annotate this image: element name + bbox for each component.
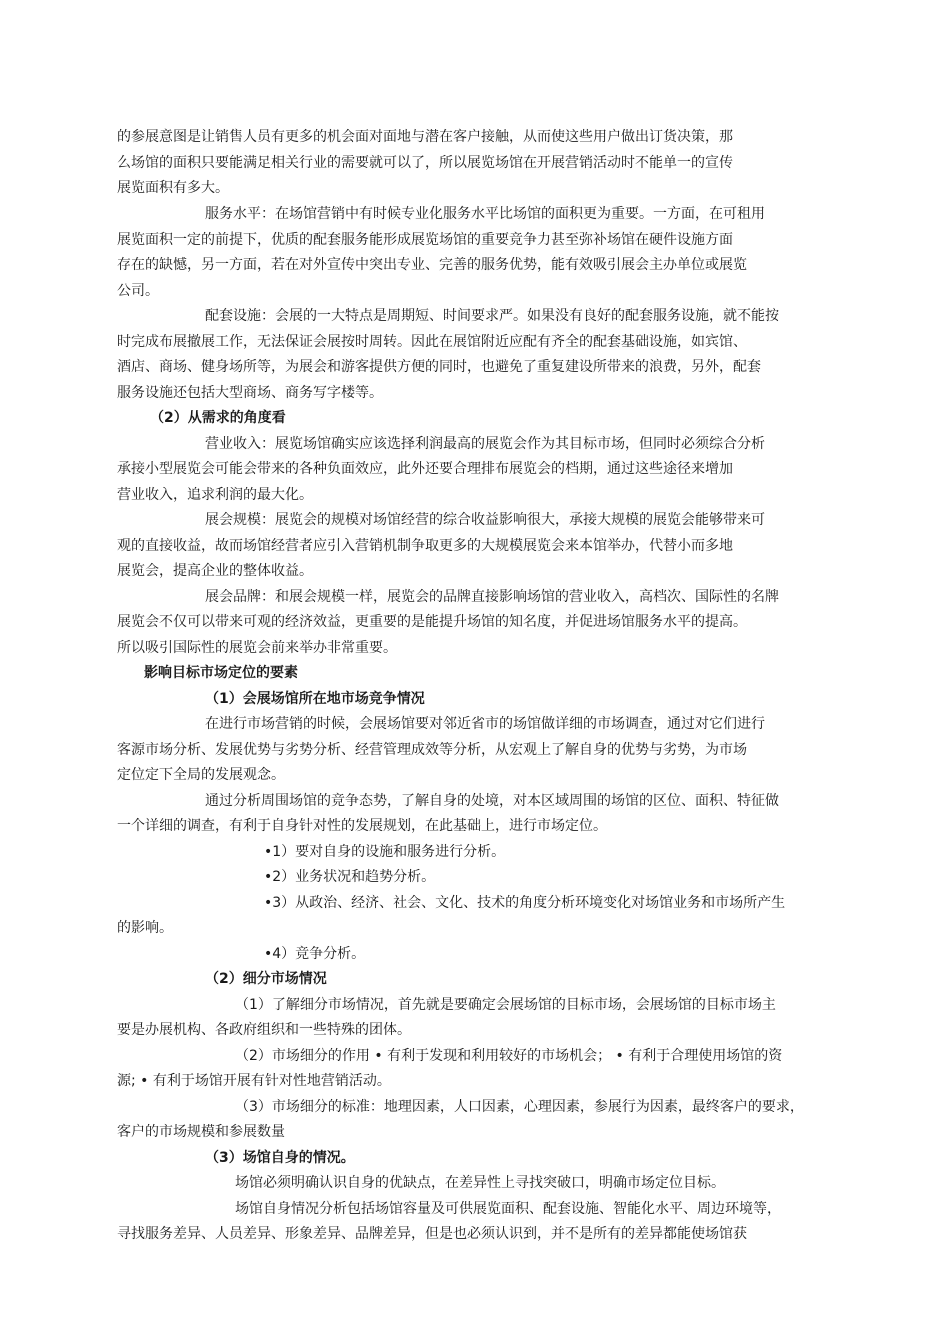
paragraph-line: （1）了解细分市场情况，首先就是要确定会展场馆的目标市场，会展场馆的目标市场主 bbox=[235, 997, 776, 1013]
subsection-heading: （3）场馆自身的情况。 bbox=[205, 1150, 355, 1166]
list-item: •3）从政治、经济、社会、文化、技术的角度分析环境变化对场馆业务和市场所产生 bbox=[264, 895, 786, 911]
paragraph-line: 展览会，提高企业的整体收益。 bbox=[117, 563, 313, 579]
subsection-heading: （2）细分市场情况 bbox=[205, 971, 327, 987]
paragraph-line: 营业收入：展览场馆确实应该选择利润最高的展览会作为其目标市场，但同时必须综合分析 bbox=[205, 436, 765, 452]
paragraph-line: 寻找服务差异、人员差异、形象差异、品牌差异，但是也必须认识到，并不是所有的差异都能使场馆获 bbox=[117, 1226, 747, 1242]
list-item-continuation: 的影响。 bbox=[117, 920, 173, 936]
paragraph-line: （3）市场细分的标准：地理因素，人口因素，心理因素，参展行为因素，最终客户的要求， bbox=[235, 1099, 804, 1115]
paragraph-line: 公司。 bbox=[117, 283, 159, 299]
paragraph-line: 通过分析周围场馆的竞争态势，了解自身的处境，对本区域周围的场馆的区位、面积、特征做 bbox=[205, 793, 779, 809]
paragraph-line: 展览面积有多大。 bbox=[117, 180, 229, 196]
section-heading: （2）从需求的角度看 bbox=[150, 410, 286, 426]
paragraph-line: 观的直接收益，故而场馆经营者应引入营销机制争取更多的大规模展览会来本馆举办，代替小而多地 bbox=[117, 538, 733, 554]
paragraph-line: 配套设施：会展的一大特点是周期短、时间要求严。如果没有良好的配套服务设施，就不能按 bbox=[205, 308, 779, 324]
paragraph-line: 营业收入，追求利润的最大化。 bbox=[117, 487, 313, 503]
paragraph-line: 要是办展机构、各政府组织和一些特殊的团体。 bbox=[117, 1022, 411, 1038]
paragraph-line: 酒店、商场、健身场所等，为展会和游客提供方便的同时，也避免了重复建设所带来的浪费，另外，配套 bbox=[117, 359, 761, 375]
paragraph-line: 时完成布展撤展工作，无法保证会展按时周转。因此在展馆附近应配有齐全的配套基础设施，如宾馆、 bbox=[117, 334, 747, 350]
paragraph-line: 场馆必须明确认识自身的优缺点，在差异性上寻找突破口，明确市场定位目标。 bbox=[235, 1175, 725, 1191]
paragraph-line: 客户的市场规模和参展数量 bbox=[117, 1124, 285, 1140]
list-item: •1）要对自身的设施和服务进行分析。 bbox=[264, 844, 506, 860]
paragraph-line: 展会规模：展览会的规模对场馆经营的综合收益影响很大，承接大规模的展览会能够带来可 bbox=[205, 512, 765, 528]
paragraph-line: 服务设施还包括大型商场、商务写字楼等。 bbox=[117, 385, 383, 401]
paragraph-line: 所以吸引国际性的展览会前来举办非常重要。 bbox=[117, 640, 397, 656]
paragraph-line: 么场馆的面积只要能满足相关行业的需要就可以了，所以展览场馆在开展营销活动时不能单一的宣传 bbox=[117, 155, 733, 171]
paragraph-line: 展览面积一定的前提下，优质的配套服务能形成展览场馆的重要竞争力甚至弥补场馆在硬件设施方面 bbox=[117, 232, 733, 248]
paragraph-line: 在进行市场营销的时候，会展场馆要对邻近省市的场馆做详细的市场调查，通过对它们进行 bbox=[205, 716, 765, 732]
paragraph-line: 展览会不仅可以带来可观的经济效益，更重要的是能提升场馆的知名度，并促进场馆服务水平的提高。 bbox=[117, 614, 747, 630]
paragraph-line: 一个详细的调查，有利于自身针对性的发展规划，在此基础上，进行市场定位。 bbox=[117, 818, 607, 834]
paragraph-line: 源; • 有利于场馆开展有针对性地营销活动。 bbox=[117, 1073, 391, 1089]
paragraph-line: 展会品牌：和展会规模一样，展览会的品牌直接影响场馆的营业收入，高档次、国际性的名牌 bbox=[205, 589, 779, 605]
paragraph-line: （2）市场细分的作用 • 有利于发现和利用较好的市场机会； • 有利于合理使用场馆的资 bbox=[235, 1048, 783, 1064]
paragraph-line: 场馆自身情况分析包括场馆容量及可供展览面积、配套设施、智能化水平、周边环境等， bbox=[235, 1201, 781, 1217]
paragraph-line: 服务水平：在场馆营销中有时候专业化服务水平比场馆的面积更为重要。一方面，在可租用 bbox=[205, 206, 765, 222]
subsection-heading: （1）会展场馆所在地市场竞争情况 bbox=[205, 691, 425, 707]
paragraph-line: 定位定下全局的发展观念。 bbox=[117, 767, 285, 783]
paragraph-line: 客源市场分析、发展优势与劣势分析、经营管理成效等分析，从宏观上了解自身的优势与劣势，为市场 bbox=[117, 742, 747, 758]
paragraph-line: 承接小型展览会可能会带来的各种负面效应，此外还要合理排布展览会的档期，通过这些途径来增加 bbox=[117, 461, 733, 477]
section-heading: 影响目标市场定位的要素 bbox=[144, 665, 298, 681]
paragraph-line: 的参展意图是让销售人员有更多的机会面对面地与潜在客户接触，从而使这些用户做出订货决策，那 bbox=[117, 129, 733, 145]
list-item: •2）业务状况和趋势分析。 bbox=[264, 869, 436, 885]
list-item: •4）竞争分析。 bbox=[264, 946, 366, 962]
paragraph-line: 存在的缺憾，另一方面，若在对外宣传中突出专业、完善的服务优势，能有效吸引展会主办单位或展览 bbox=[117, 257, 747, 273]
